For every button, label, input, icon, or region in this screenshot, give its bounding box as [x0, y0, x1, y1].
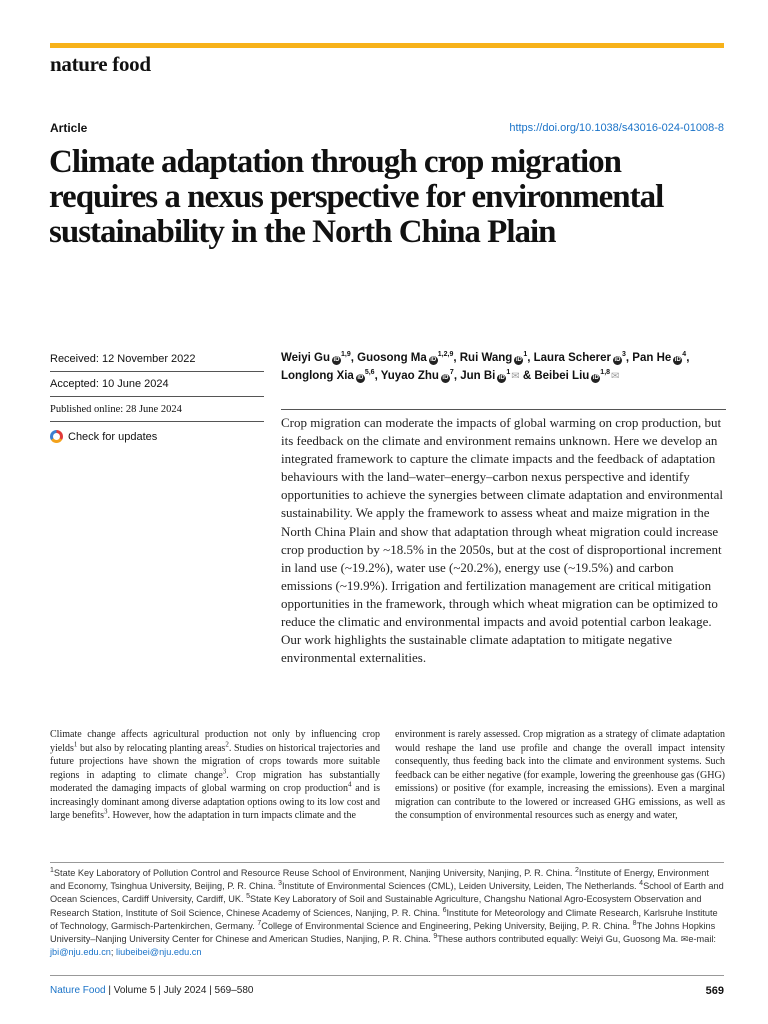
reference-marker[interactable]: 3 — [103, 807, 108, 816]
author-affiliation: 1 — [506, 369, 511, 377]
reference-marker[interactable]: 1 — [73, 740, 78, 749]
affiliation-marker: 5 — [246, 893, 250, 901]
author-name: Yuyao Zhu $iD^7$ — [380, 369, 454, 382]
author-name: Beibei Liu iD$^{1,8}$✉ — [534, 370, 619, 382]
orcid-icon[interactable]: iD — [674, 357, 681, 363]
orcid-icon[interactable]: iD — [515, 357, 522, 363]
abstract-divider — [281, 409, 726, 410]
author-name: Pan He $iD^4$ — [632, 351, 687, 364]
reference-marker[interactable]: 3 — [222, 767, 227, 776]
check-updates-label: Check for updates — [68, 430, 158, 443]
article-title: Climate adaptation through crop migration requires a nexus perspective for environmental sustainability in the North China Plain — [49, 144, 664, 250]
meta-divider — [50, 421, 264, 422]
email-icon[interactable]: ✉ — [511, 371, 520, 382]
received-date: Received: 12 November 2022 — [50, 353, 196, 365]
author-name: Guosong Ma iD$^{1,2,9}$ — [357, 351, 454, 364]
footer-issue: | Volume 5 | July 2024 | 569–580 — [105, 985, 254, 996]
published-date: Published online: 28 June 2024 — [50, 404, 182, 415]
journal-logo: nature food — [50, 52, 151, 76]
body-column-2: environment is rarely assessed. Crop migration as a strategy of climate adaptation would reshape the land use profile and change the overall impact intensity consequently, thus feeding back into the climate and environment systems. Such feedback can be either negative (for example, lowering the greenhouse gas (GHG) emissions) or positive (for example, increasing the emissions). Even a marginal migration can contribute to the lowered or increased GHG emissions, as well as the consumption of environmental resources such as energy and water, — [395, 729, 725, 821]
affiliations-footnotes: $^1$State Key Laboratory of Pollution Control and Resource Reuse School of Environment, Nanjing University, Nanjing, P. R. China. $^2$Institute of Energy, Environment and Economy, Tsinghua University, Beijing, P. R. China. $^3$Institute of Environmental Sciences (CML), Leiden University, Leiden, The Netherlands. $^4$School of Earth and Ocean Sciences, Cardiff University, Cardiff, UK. $^5$State Key Laboratory of Soil and Sustainable Agriculture, Changshu National Agro-Ecosystem Observation and Research Station, Institute of Soil Science, Chinese Academy of Sciences, Nanjing, P. R. China. $^6$Institute for Meteorology and Climate Research, Karlsruhe Institute of Technology, Garmisch-Partenkirchen, Germany. $^7$College of Environmental Science and Engineering, Peking University, Beijing, P. R. China. $^8$The Johns Hopkins University–Nanjing University Center for Chinese and American Studies, Nanjing, P. R. China. $^9$These authors contributed equally: Weiyi Gu, Guosong Ma. ✉e-mail: jbi@nju.edu.cn; liubeibei@nju.edu.cn — [50, 866, 724, 958]
abstract: Crop migration can moderate the impacts of global warming on crop production, but its feedback on the climate and environment remains unknown. Here we develop an integrated framework to capture the climate impacts and the feedback of adaptation behaviours with the land–water–energy–carbon nexus perspective and identify opportunities to achieve the synergies between climate adaptation and environmental sustainability. We apply the framework to assess wheat and maize migration in the North China Plain and show that adaptation through wheat migration could increase crop production by ~18.5% in the 2050s, but at the cost of disproportional increment in land use (~19.2%), water use (~20.2%), energy use (~19.5%) and carbon emissions (~19.9%). Irrigation and fertilization management are critical mitigation opportunities in the framework, through which wheat migration can be optimized to reduce the climatic and environmental impacts and avoid potential carbon leakage. Our work highlights the sustainable climate adaptation to mitigate negative environmental externalities. — [281, 415, 723, 666]
footer-divider — [50, 975, 724, 976]
page-number: 569 — [705, 985, 724, 997]
author-list: Weiyi Gu iD$^{1,9}$, Guosong Ma iD$^{1,2,9}$, Rui Wang $iD^1$, Laura Scherer $iD^3$, Pan He $iD^4$, Longlong Xia iD$^{5,6}$, Yuyao Zhu $iD^7$, Jun Bi $iD^1✉$ & Beibei Liu iD$^{1,8}$✉ — [281, 349, 726, 386]
email-icon: ✉ — [680, 934, 689, 945]
author-affiliation: 1,9 — [341, 351, 351, 359]
author-name: Laura Scherer $iD^3$ — [533, 351, 626, 364]
author-affiliation: 1,8 — [600, 369, 611, 377]
author-name: Jun Bi $iD^1✉$ — [460, 370, 519, 382]
author-affiliation: 5,6 — [364, 369, 375, 377]
orcid-icon[interactable]: iD — [357, 375, 364, 381]
orcid-icon[interactable]: iD — [333, 357, 340, 363]
orcid-icon[interactable]: iD — [442, 375, 449, 381]
doi-link[interactable]: https://doi.org/10.1038/s43016-024-01008-8 — [509, 122, 724, 134]
affiliation-marker: 2 — [574, 866, 579, 874]
meta-divider — [50, 371, 264, 372]
orcid-icon[interactable]: iD — [430, 357, 437, 363]
email-link-liu[interactable]: liubeibei@nju.edu.cn — [116, 947, 202, 958]
orcid-icon[interactable]: iD — [614, 357, 621, 363]
body-column-1: Climate change affects agricultural production not only by influencing crop yields$^1$ but also by relocating planting areas$^2$. Studies on historical trajectories and future projections have shown the migration of crops towards more suitable regions in adapting to climate change$^3$. Crop migration has substantially moderated the damaging impacts of global warming on crop production$^4$ and is increasingly dominant among diverse adaptation options owing to its low cost and large benefits$^3$. However, how the adaptation in turn impacts climate and the — [50, 729, 381, 821]
reference-marker[interactable]: 4 — [348, 780, 352, 789]
affiliation-marker: 1 — [50, 866, 54, 874]
orcid-icon[interactable]: iD — [592, 375, 599, 381]
author-affiliation: 1 — [523, 351, 528, 359]
email-link-bi[interactable]: jbi@nju.edu.cn — [50, 947, 111, 958]
journal-color-bar — [50, 43, 724, 48]
accepted-date: Accepted: 10 June 2024 — [50, 378, 169, 390]
author-affiliation: 1,2,9 — [437, 351, 454, 359]
article-type-label: Article — [50, 121, 88, 135]
author-affiliation: 4 — [682, 351, 687, 359]
affiliation-marker: 4 — [639, 880, 644, 888]
footnote-divider — [50, 862, 724, 863]
author-affiliation: 7 — [449, 369, 454, 377]
author-name: Longlong Xia iD$^{5,6}$ — [281, 369, 375, 382]
footer-journal: Nature Food — [50, 985, 106, 996]
affiliation-marker: 6 — [442, 906, 447, 914]
footer-citation — [50, 985, 254, 996]
check-updates-icon — [50, 430, 63, 443]
reference-marker[interactable]: 2 — [225, 740, 229, 749]
author-affiliation: 3 — [621, 351, 626, 359]
author-name: Weiyi Gu iD$^{1,9}$ — [281, 351, 351, 364]
orcid-icon[interactable]: iD — [498, 375, 505, 381]
email-icon[interactable]: ✉ — [611, 371, 620, 382]
affiliation-marker: 3 — [278, 880, 283, 888]
author-name: Rui Wang $iD^1$ — [459, 351, 528, 364]
affiliation-marker: 8 — [632, 919, 637, 927]
meta-divider — [50, 396, 264, 397]
affiliation-marker: 9 — [433, 932, 438, 940]
check-updates-button[interactable] — [50, 430, 264, 443]
affiliation-marker: 7 — [257, 919, 262, 927]
